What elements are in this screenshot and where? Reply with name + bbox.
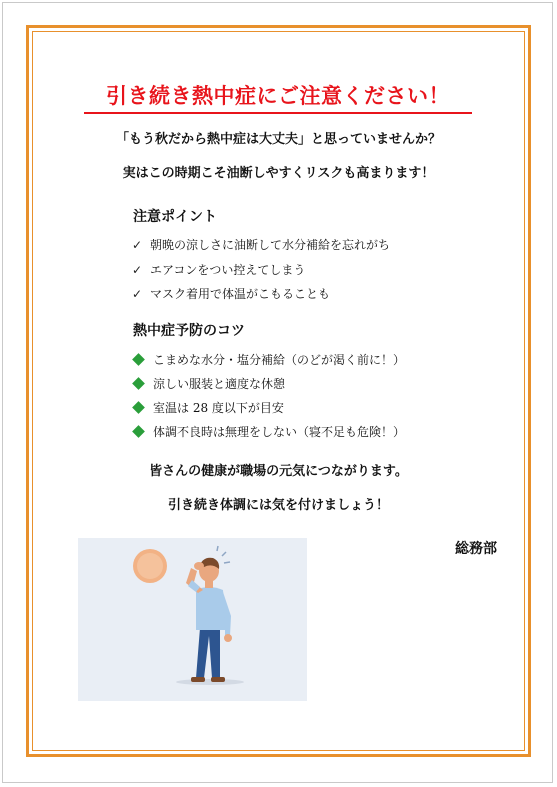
diamond-bullet-icon	[132, 353, 145, 366]
prevention-item	[132, 351, 405, 368]
page-title: 引き続き熱中症にご注意ください！	[84, 80, 472, 114]
caution-heading: 注意ポイント	[133, 209, 217, 225]
check-icon: ✓	[132, 237, 143, 252]
prevention-item	[132, 423, 405, 440]
lead-line-1: 「もう秋だから熱中症は大丈夫」と思っていませんか？	[115, 132, 441, 147]
department-signature: 総務部	[455, 541, 497, 557]
check-icon: ✓	[132, 262, 143, 277]
diamond-bullet-icon	[132, 425, 145, 438]
illustration-background	[78, 538, 307, 701]
prevention-item-text: 室温は 28 度以下が目安	[153, 401, 284, 415]
prevention-item	[132, 399, 284, 416]
closing-line-1: 皆さんの健康が職場の元気につながります。	[149, 464, 408, 479]
caution-item-text: マスク着用で体温がこもることも	[150, 287, 331, 301]
prevention-item-text: 涼しい服装と適度な休憩	[153, 377, 286, 391]
prevention-item-text: こまめな水分・塩分補給（のどが渇く前に！）	[153, 353, 406, 367]
caution-item-text: 朝晩の涼しさに油断して水分補給を忘れがち	[150, 238, 391, 252]
closing-line-2: 引き続き体調には気を付けましょう！	[167, 498, 389, 513]
caution-item	[132, 236, 390, 253]
diamond-bullet-icon	[132, 401, 145, 414]
caution-item-text: エアコンをつい控えてしまう	[150, 263, 306, 277]
check-icon: ✓	[132, 286, 143, 301]
prevention-heading: 熱中症予防のコツ	[133, 323, 245, 339]
prevention-item-text: 体調不良時は無理をしない（寝不足も危険！）	[153, 425, 406, 439]
caution-item	[132, 261, 305, 278]
heatstroke-illustration	[78, 538, 307, 701]
prevention-item	[132, 375, 285, 392]
diamond-bullet-icon	[132, 377, 145, 390]
lead-line-2: 実はこの時期こそ油断しやすくリスクも高まります！	[122, 166, 435, 181]
person-shirt	[196, 587, 226, 630]
caution-item	[132, 285, 330, 302]
